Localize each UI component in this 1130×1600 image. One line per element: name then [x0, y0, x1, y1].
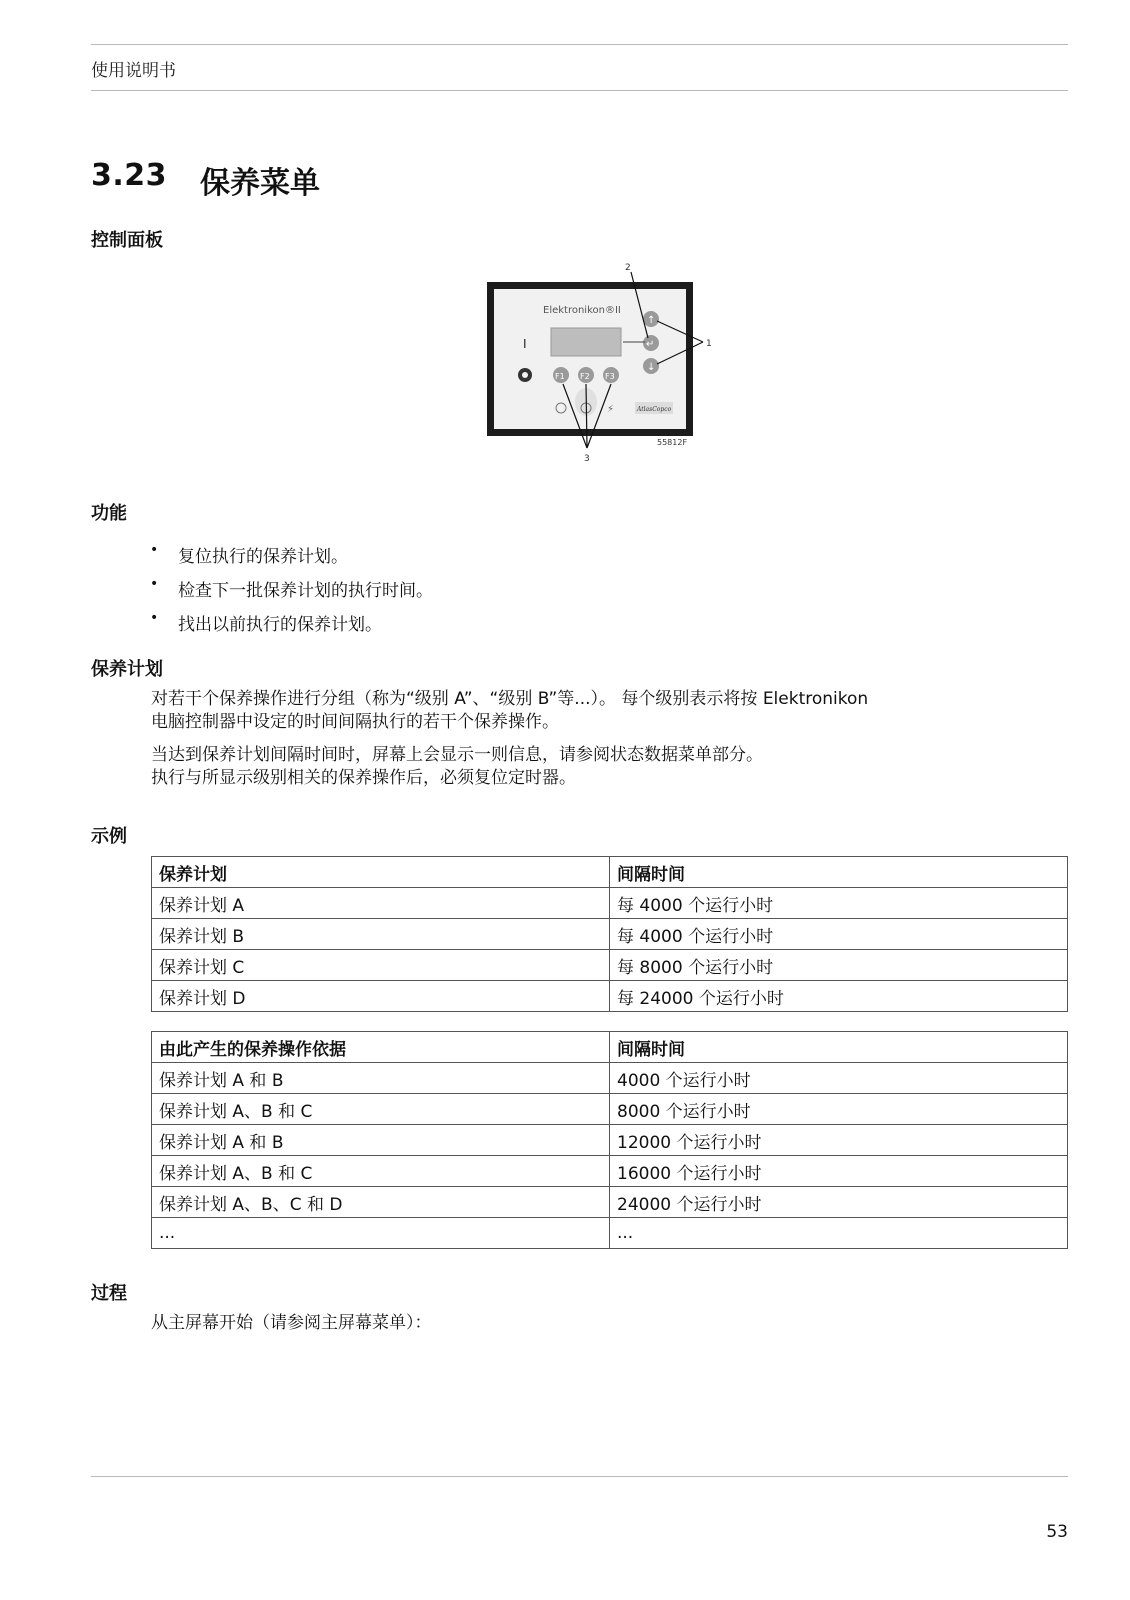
list-item: • 检查下一批保养计划的执行时间。 [150, 576, 433, 601]
table-row: 保养计划 A 和 B 12000 个运行小时 [152, 1125, 1068, 1156]
table-row: 保养计划 A 每 4000 个运行小时 [152, 888, 1068, 919]
svg-text:F1: F1 [555, 372, 565, 381]
table-header-row [152, 1032, 1068, 1063]
plan-heading: 保养计划 [91, 659, 163, 680]
header-rule-top [91, 44, 1068, 45]
table-header-row [152, 857, 1068, 888]
table-row: 保养计划 A、B 和 C 8000 个运行小时 [152, 1094, 1068, 1125]
control-panel-figure [485, 262, 720, 468]
control-panel-heading: 控制面板 [91, 230, 163, 251]
table-header-cell: 由此产生的保养操作依据 [152, 1032, 610, 1063]
table-row: ... ... [152, 1218, 1068, 1249]
list-item: • 找出以前执行的保养计划。 [150, 610, 382, 635]
list-item: • 复位执行的保养计划。 [150, 542, 348, 567]
svg-text:↵: ↵ [646, 339, 655, 350]
table-row: 保养计划 A 和 B 4000 个运行小时 [152, 1063, 1068, 1094]
page-number: 53 [1046, 1522, 1068, 1542]
plan-paragraph-2: 当达到保养计划间隔时间时，屏幕上会显示一则信息，请参阅状态数据菜单部分。 执行与所显示级别相关的保养操作后，必须复位定时器。 [151, 745, 763, 788]
table-header-cell: 保养计划 [152, 857, 610, 888]
table-row: 保养计划 A、B 和 C 16000 个运行小时 [152, 1156, 1068, 1187]
callout-3: 3 [584, 454, 590, 464]
panel-display [551, 328, 621, 356]
section-number: 3.23 [91, 158, 168, 193]
svg-text:AtlasCopco: AtlasCopco [637, 406, 672, 413]
resulting-actions-table [151, 1031, 1068, 1249]
table-row: 保养计划 C 每 8000 个运行小时 [152, 950, 1068, 981]
function-list [150, 542, 433, 644]
table-row: 保养计划 A、B、C 和 D 24000 个运行小时 [152, 1187, 1068, 1218]
panel-brand: Elektronikon®II [543, 305, 621, 316]
process-text: 从主屏幕开始（请参阅主屏幕菜单）： [151, 1313, 432, 1333]
svg-text:↓: ↓ [647, 362, 656, 373]
svg-text:↑: ↑ [647, 315, 656, 326]
plan-paragraph-1: 对若干个保养操作进行分组（称为“级别 A”、“级别 B”等...）。 每个级别表示将按 Elektronikon 电脑控制器中设定的时间间隔执行的若干个保养操作。 [151, 689, 869, 732]
callout-1: 1 [706, 339, 712, 349]
table-header-cell: 间隔时间 [610, 857, 1068, 888]
example-heading: 示例 [91, 826, 127, 847]
table-row: 保养计划 D 每 24000 个运行小时 [152, 981, 1068, 1012]
lightning-icon: ⚡ [607, 404, 615, 415]
process-heading: 过程 [91, 1283, 127, 1304]
table-row: 保养计划 B 每 4000 个运行小时 [152, 919, 1068, 950]
header-title: 使用说明书 [91, 61, 176, 81]
section-title: 保养菜单 [200, 166, 320, 201]
footer-rule [91, 1476, 1068, 1477]
table-header-cell: 间隔时间 [610, 1032, 1068, 1063]
svg-text:F3: F3 [605, 372, 615, 381]
function-heading: 功能 [91, 503, 127, 524]
schedule-table [151, 856, 1068, 1012]
callout-2: 2 [625, 263, 631, 273]
header-rule-bottom [91, 90, 1068, 91]
svg-text:F2: F2 [580, 372, 590, 381]
figure-id: 55812F [657, 438, 688, 447]
power-on-icon: I [523, 337, 527, 351]
